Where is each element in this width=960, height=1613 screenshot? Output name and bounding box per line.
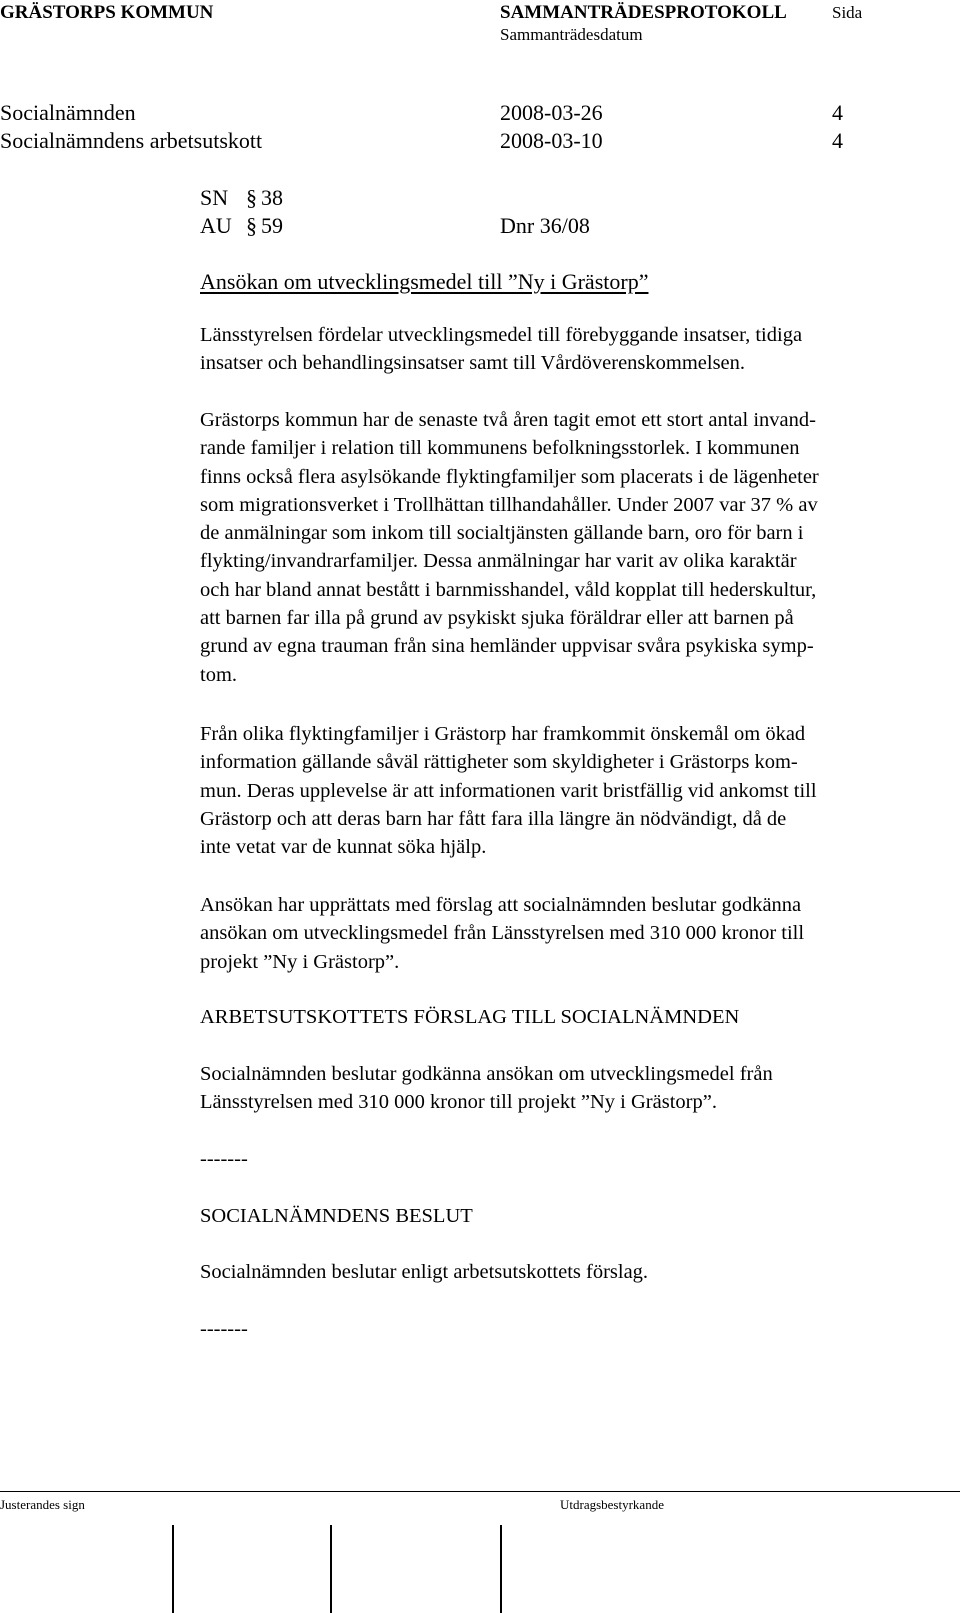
meeting-date-label: Sammanträdesdatum bbox=[500, 25, 643, 44]
text-line: Ansökan har upprättats med förslag att socialnämnden beslutar godkänna bbox=[200, 894, 802, 916]
page-label: Sida bbox=[832, 3, 863, 22]
paragraph-application bbox=[200, 891, 920, 976]
text-line: finns också flera asylsökande flyktingfamiljer som placerats i de lägenheter bbox=[200, 465, 819, 488]
meeting-body: Socialnämnden bbox=[0, 100, 136, 125]
sn-section-sign: § bbox=[246, 185, 257, 210]
justerandes-sign-label: Justerandes sign bbox=[0, 1497, 85, 1512]
text-line: insatser och behandlingsinsatser samt till Vårdöverenskommelsen. bbox=[200, 352, 746, 375]
paragraph-intro bbox=[200, 321, 920, 378]
footer-rule bbox=[0, 1491, 960, 1492]
case-title: Ansökan om utvecklingsmedel till ”Ny i Grästorp” bbox=[200, 269, 649, 294]
text-line: mun. Deras upplevelse är att informationen varit bristfällig vid ankomst till bbox=[200, 779, 817, 802]
paragraph-background bbox=[200, 406, 920, 689]
text-line: projekt ”Ny i Grästorp”. bbox=[200, 950, 400, 973]
text-line: rande familjer i relation till kommunens befolkningsstorlek. I kommunen bbox=[200, 437, 800, 460]
signature-box-divider bbox=[330, 1525, 332, 1613]
text-line: och har bland annat bestått i barnmisshandel, våld kopplat till hederskultur, bbox=[200, 578, 817, 601]
text-line: inte vetat var de kunnat söka hjälp. bbox=[200, 836, 487, 859]
text-line: Grästorp och att deras barn har fått fara illa längre än nödvändigt, då de bbox=[200, 807, 787, 830]
sn-paragraph-number: 38 bbox=[261, 185, 283, 210]
text-line: information gällande såväl rättigheter som skyldigheter i Grästorps kom- bbox=[200, 751, 798, 774]
meeting-date: 2008-03-10 bbox=[500, 128, 603, 153]
au-label: AU bbox=[200, 213, 232, 238]
meeting-page: 4 bbox=[832, 128, 843, 153]
meeting-page: 4 bbox=[832, 100, 843, 125]
text-line: Grästorps kommun har de senaste två åren tagit emot ett stort antal invand- bbox=[200, 409, 816, 431]
au-proposal-text bbox=[200, 1060, 920, 1117]
paragraph-families bbox=[200, 720, 920, 861]
text-line: Från olika flyktingfamiljer i Grästorp har framkommit önskemål om ökad bbox=[200, 723, 806, 745]
text-line: flykting/invandrarfamiljer. Dessa anmälningar har varit av olika karaktär bbox=[200, 550, 797, 573]
municipality-name: GRÄSTORPS KOMMUN bbox=[0, 2, 214, 23]
diary-number: Dnr 36/08 bbox=[500, 213, 590, 238]
text-line: Länsstyrelsen fördelar utvecklingsmedel till förebyggande insatser, tidiga bbox=[200, 324, 803, 346]
au-proposal-heading: ARBETSUTSKOTTETS FÖRSLAG TILL SOCIALNÄMNDEN bbox=[200, 1006, 740, 1028]
separator: ------- bbox=[200, 1148, 248, 1170]
text-line: ansökan om utvecklingsmedel från Länsstyrelsen med 310 000 kronor till bbox=[200, 922, 805, 945]
sn-decision-heading: SOCIALNÄMNDENS BESLUT bbox=[200, 1205, 473, 1227]
utdragsbestyrkande-label: Utdragsbestyrkande bbox=[560, 1497, 664, 1512]
text-line: Länsstyrelsen med 310 000 kronor till projekt ”Ny i Grästorp”. bbox=[200, 1091, 717, 1114]
text-line: Socialnämnden beslutar godkänna ansökan om utvecklingsmedel från bbox=[200, 1063, 773, 1085]
meeting-body: Socialnämndens arbetsutskott bbox=[0, 128, 263, 153]
text-line: att barnen far illa på grund av psykiskt sjuka föräldrar eller att barnen på bbox=[200, 607, 794, 630]
au-section-sign: § bbox=[246, 213, 257, 238]
text-line: tom. bbox=[200, 663, 238, 686]
document-type: SAMMANTRÄDESPROTOKOLL bbox=[500, 2, 787, 23]
text-line: de anmälningar som inkom till socialtjänsten gällande barn, oro för barn i bbox=[200, 522, 804, 545]
meeting-date: 2008-03-26 bbox=[500, 100, 603, 125]
text-line: grund av egna trauman från sina hemländer uppvisar svåra psykiska symp- bbox=[200, 635, 814, 658]
signature-box-divider bbox=[172, 1525, 174, 1613]
sn-label: SN bbox=[200, 185, 229, 210]
au-paragraph-number: 59 bbox=[261, 213, 283, 238]
sn-decision-text: Socialnämnden beslutar enligt arbetsutskottets förslag. bbox=[200, 1261, 649, 1283]
text-line: som migrationsverket i Trollhättan tillhandahåller. Under 2007 var 37 % av bbox=[200, 493, 818, 516]
separator: ------- bbox=[200, 1318, 248, 1340]
signature-box-divider bbox=[500, 1525, 502, 1613]
